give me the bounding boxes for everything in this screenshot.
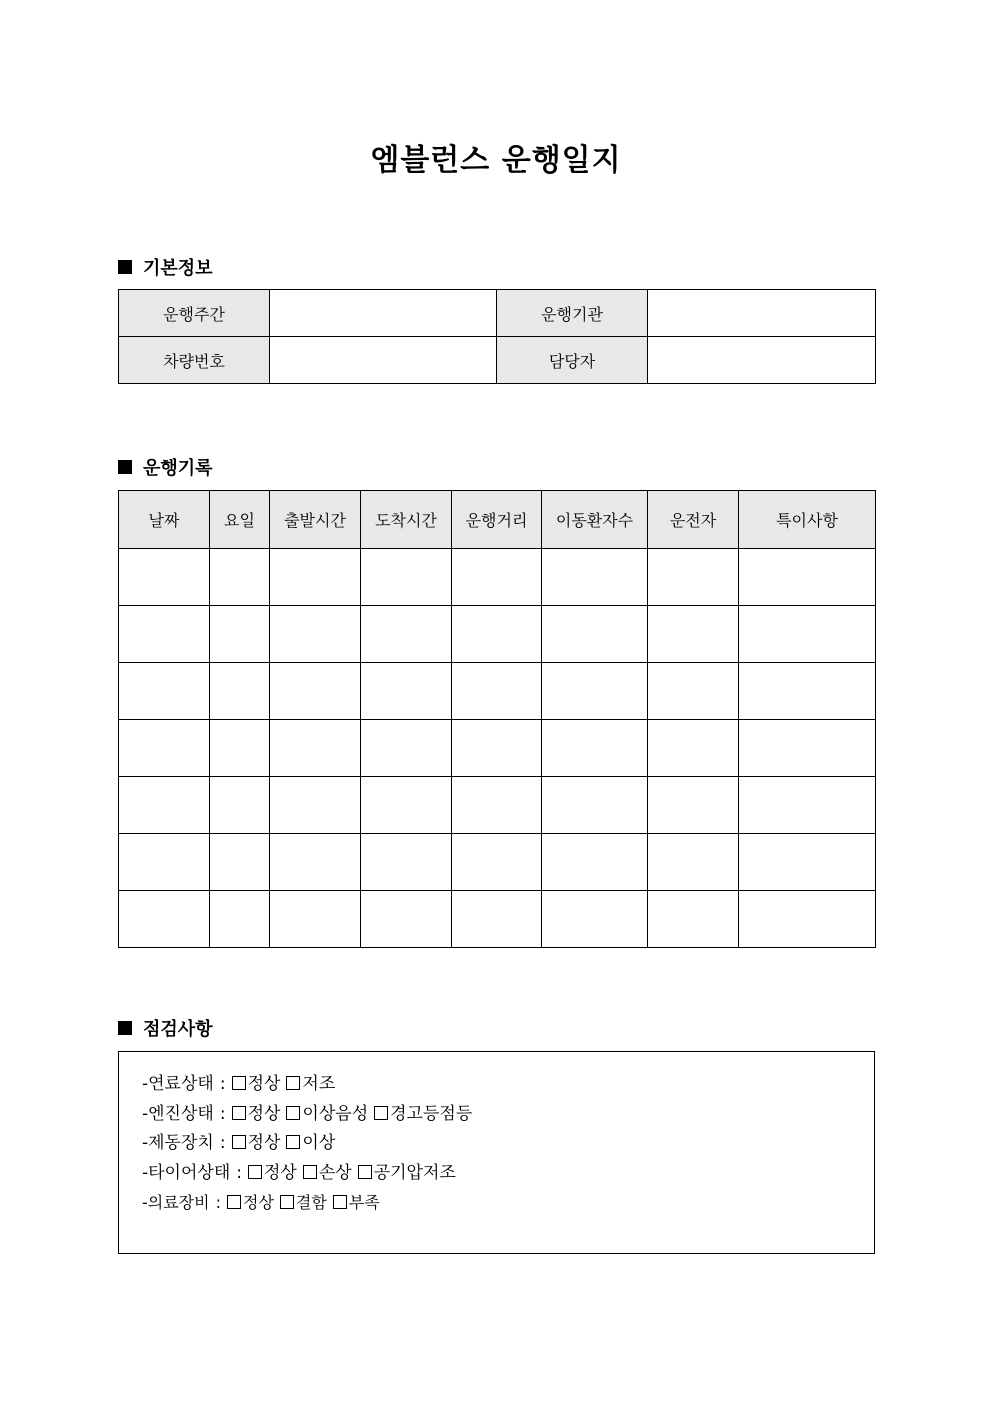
checkbox-icon[interactable] (280, 1195, 294, 1209)
log-cell[interactable] (210, 606, 270, 663)
square-bullet-icon (118, 1021, 132, 1035)
log-cell[interactable] (270, 777, 361, 834)
log-cell[interactable] (452, 834, 542, 891)
inspection-item (142, 1159, 472, 1189)
inspection-list (142, 1070, 472, 1218)
log-cell[interactable] (542, 834, 648, 891)
separator-colon: : (219, 1103, 226, 1124)
square-bullet-icon (118, 260, 132, 274)
table-row (119, 834, 876, 891)
log-body (119, 549, 876, 948)
log-cell[interactable] (648, 549, 739, 606)
log-cell[interactable] (361, 891, 452, 948)
checkbox-icon[interactable] (248, 1165, 262, 1179)
header-distance: 운행거리 (452, 491, 542, 549)
separator-colon: : (219, 1074, 226, 1094)
table-row (119, 777, 876, 834)
log-header-row (119, 491, 876, 549)
log-cell[interactable] (648, 834, 739, 891)
page-title: 엠블런스 운행일지 (370, 143, 622, 178)
log-cell[interactable] (361, 720, 452, 777)
checkbox-icon[interactable] (374, 1106, 388, 1120)
log-cell[interactable] (270, 720, 361, 777)
log-cell[interactable] (119, 663, 210, 720)
header-patients: 이동환자수 (542, 491, 648, 549)
manager-label: 담당자 (497, 337, 648, 384)
section-heading-log (118, 454, 213, 480)
log-cell[interactable] (210, 720, 270, 777)
log-cell[interactable] (542, 549, 648, 606)
log-cell[interactable] (119, 720, 210, 777)
option-label: 결함 (295, 1193, 327, 1212)
log-cell[interactable] (542, 720, 648, 777)
inspection-label: -엔진상태 (142, 1103, 214, 1124)
log-cell[interactable] (452, 663, 542, 720)
section-heading-basic (118, 254, 213, 280)
option-label: 이상 (302, 1133, 336, 1153)
header-departure: 출발시간 (270, 491, 361, 549)
table-row (119, 337, 876, 384)
checkbox-icon[interactable] (333, 1195, 347, 1209)
agency-label: 운행기관 (497, 290, 648, 337)
log-cell[interactable] (270, 606, 361, 663)
log-cell[interactable] (361, 663, 452, 720)
section-heading-label: 기본정보 (143, 258, 213, 279)
log-cell[interactable] (542, 606, 648, 663)
option-label: 정상 (247, 1103, 281, 1124)
log-cell[interactable] (452, 606, 542, 663)
log-cell[interactable] (210, 663, 270, 720)
log-cell[interactable] (452, 777, 542, 834)
log-cell[interactable] (361, 606, 452, 663)
inspection-item (142, 1100, 472, 1130)
log-cell[interactable] (270, 834, 361, 891)
option-label: 정상 (247, 1133, 281, 1153)
log-cell[interactable] (739, 549, 876, 606)
log-cell[interactable] (452, 549, 542, 606)
table-row (119, 663, 876, 720)
header-arrival: 도착시간 (361, 491, 452, 549)
log-cell[interactable] (542, 663, 648, 720)
inspection-label: -연료상태 (142, 1074, 214, 1094)
separator-colon: : (219, 1133, 226, 1153)
checkbox-icon[interactable] (232, 1076, 246, 1090)
log-cell[interactable] (119, 834, 210, 891)
checkbox-icon[interactable] (286, 1076, 300, 1090)
option-label: 저조 (302, 1074, 336, 1094)
header-day: 요일 (210, 491, 270, 549)
option-label: 이상음성 (302, 1103, 369, 1124)
checkbox-icon[interactable] (286, 1106, 300, 1120)
log-cell[interactable] (270, 663, 361, 720)
period-label: 운행주간 (119, 290, 270, 337)
vehicle-label: 차량번호 (119, 337, 270, 384)
log-cell[interactable] (270, 891, 361, 948)
log-cell[interactable] (739, 663, 876, 720)
option-label: 정상 (243, 1193, 274, 1212)
period-value-cell[interactable] (270, 290, 497, 337)
option-label: 부족 (348, 1193, 380, 1212)
table-row (119, 891, 876, 948)
checkbox-icon[interactable] (358, 1165, 372, 1179)
option-label: 경고등점등 (390, 1103, 473, 1124)
checkbox-icon[interactable] (232, 1135, 246, 1149)
vehicle-value-cell[interactable] (270, 337, 497, 384)
option-label: 공기압저조 (373, 1162, 456, 1183)
log-cell[interactable] (119, 549, 210, 606)
basic-info-table (118, 289, 876, 384)
log-cell[interactable] (210, 891, 270, 948)
log-cell[interactable] (739, 777, 876, 834)
manager-value-cell[interactable] (648, 337, 876, 384)
log-table (118, 490, 876, 948)
option-label: 손상 (318, 1162, 352, 1183)
section-heading-label: 점검사항 (143, 1019, 213, 1040)
log-cell[interactable] (210, 549, 270, 606)
log-cell[interactable] (648, 663, 739, 720)
log-cell[interactable] (361, 834, 452, 891)
log-cell[interactable] (210, 777, 270, 834)
agency-value-cell[interactable] (648, 290, 876, 337)
log-cell[interactable] (739, 606, 876, 663)
log-cell[interactable] (119, 891, 210, 948)
table-row (119, 290, 876, 337)
option-label: 정상 (247, 1074, 281, 1094)
inspection-label: -의료장비 (142, 1193, 210, 1212)
log-cell[interactable] (648, 720, 739, 777)
log-cell[interactable] (452, 720, 542, 777)
header-date: 날짜 (119, 491, 210, 549)
log-cell[interactable] (739, 834, 876, 891)
inspection-item (142, 1188, 472, 1218)
inspection-label: -타이어상태 (142, 1162, 231, 1183)
header-notes: 특이사항 (739, 491, 876, 549)
log-cell[interactable] (542, 777, 648, 834)
checkbox-icon[interactable] (232, 1106, 246, 1120)
log-cell[interactable] (739, 720, 876, 777)
inspection-item (142, 1070, 472, 1100)
inspection-label: -제동장치 (142, 1133, 214, 1153)
log-cell[interactable] (270, 549, 361, 606)
checkbox-icon[interactable] (286, 1135, 300, 1149)
log-cell[interactable] (648, 891, 739, 948)
log-cell[interactable] (119, 777, 210, 834)
log-cell[interactable] (361, 777, 452, 834)
log-cell[interactable] (361, 549, 452, 606)
section-heading-label: 운행기록 (143, 458, 213, 479)
checkbox-icon[interactable] (303, 1165, 317, 1179)
log-cell[interactable] (648, 777, 739, 834)
log-cell[interactable] (210, 834, 270, 891)
log-cell[interactable] (739, 891, 876, 948)
option-label: 정상 (263, 1162, 297, 1183)
header-driver: 운전자 (648, 491, 739, 549)
inspection-box (118, 1051, 875, 1254)
inspection-item (142, 1129, 472, 1159)
separator-colon: : (236, 1162, 242, 1183)
checkbox-icon[interactable] (227, 1195, 241, 1209)
table-row (119, 720, 876, 777)
square-bullet-icon (118, 460, 132, 474)
log-cell[interactable] (542, 891, 648, 948)
log-cell[interactable] (119, 606, 210, 663)
table-row (119, 549, 876, 606)
log-cell[interactable] (452, 891, 542, 948)
table-row (119, 606, 876, 663)
section-heading-inspection (118, 1015, 213, 1041)
separator-colon: : (215, 1193, 221, 1212)
log-cell[interactable] (648, 606, 739, 663)
